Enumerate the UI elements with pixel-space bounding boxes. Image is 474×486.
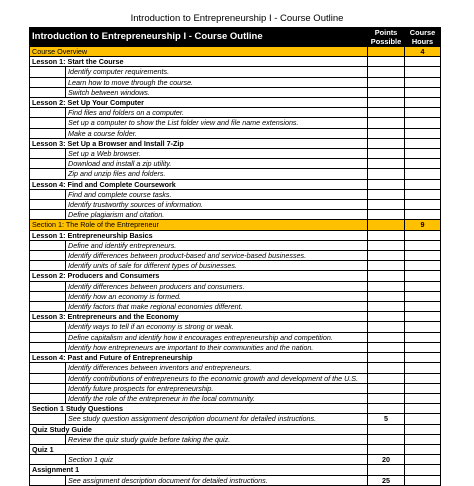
indent-cell	[30, 393, 66, 403]
lesson-label: Lesson 4: Find and Complete Coursework	[30, 179, 368, 189]
indent-cell	[30, 455, 66, 465]
objective-row	[30, 210, 441, 220]
points-cell	[368, 210, 405, 220]
points-cell	[368, 77, 405, 87]
hours-cell	[405, 404, 441, 414]
lesson-heading-row	[30, 57, 441, 67]
points-cell	[368, 291, 405, 301]
objective-text: Identify units of sale for different types of businesses.	[66, 261, 368, 271]
objective-row	[30, 67, 441, 77]
hours-cell	[405, 57, 441, 67]
indent-cell	[30, 118, 66, 128]
hours-cell	[405, 434, 441, 444]
hours-cell	[405, 98, 441, 108]
hours-cell	[405, 87, 441, 97]
lesson-label: Lesson 1: Start the Course	[30, 57, 368, 67]
indent-cell	[30, 149, 66, 159]
hours-cell	[405, 210, 441, 220]
hours-cell	[405, 179, 441, 189]
points-cell	[368, 67, 405, 77]
lesson-heading-row	[30, 465, 441, 475]
indent-cell	[30, 322, 66, 332]
objective-row	[30, 455, 441, 465]
objective-text: Define and identify entrepreneurs.	[66, 240, 368, 250]
indent-cell	[30, 128, 66, 138]
lesson-label: Lesson 2: Producers and Consumers	[30, 271, 368, 281]
lesson-heading-row	[30, 404, 441, 414]
points-cell	[368, 322, 405, 332]
points-cell	[368, 393, 405, 403]
objective-row	[30, 189, 441, 199]
lesson-label: Section 1 Study Questions	[30, 404, 368, 414]
section-band-row	[30, 220, 441, 230]
lesson-label: Quiz 1	[30, 444, 368, 454]
objective-text: Download and install a zip utility.	[66, 159, 368, 169]
hours-cell	[405, 373, 441, 383]
hours-cell	[405, 465, 441, 475]
indent-cell	[30, 108, 66, 118]
objective-text: Identify the role of the entrepreneur in the local community.	[66, 393, 368, 403]
points-cell	[368, 373, 405, 383]
points-cell	[368, 251, 405, 261]
objective-row	[30, 240, 441, 250]
objective-text: Identify differences between producers and consumers.	[66, 281, 368, 291]
objective-row	[30, 373, 441, 383]
lesson-label: Lesson 3: Entrepreneurs and the Economy	[30, 312, 368, 322]
points-possible-header: Points Possible	[368, 28, 405, 47]
lesson-label: Lesson 1: Entrepreneurship Basics	[30, 230, 368, 240]
points-cell	[368, 302, 405, 312]
points-cell	[368, 149, 405, 159]
objective-text: Identify how entrepreneurs are important to their communities and the nation.	[66, 342, 368, 352]
points-cell	[368, 200, 405, 210]
objective-row	[30, 475, 441, 485]
points-cell	[368, 353, 405, 363]
objective-row	[30, 251, 441, 261]
objective-text: Identify how an economy is formed.	[66, 291, 368, 301]
objective-text: Switch between windows.	[66, 87, 368, 97]
page-title: Introduction to Entrepreneurship I - Course Outline	[130, 13, 344, 24]
points-cell	[368, 98, 405, 108]
points-cell	[368, 179, 405, 189]
points-cell	[368, 312, 405, 322]
objective-row	[30, 322, 441, 332]
objective-row	[30, 159, 441, 169]
indent-cell	[30, 373, 66, 383]
points-cell	[368, 47, 405, 57]
objective-text: See study question assignment description document for detailed instructions.	[66, 414, 368, 424]
hours-cell	[405, 322, 441, 332]
lesson-heading-row	[30, 230, 441, 240]
lesson-heading-row	[30, 444, 441, 454]
hours-cell	[405, 383, 441, 393]
objective-text: Identify contributions of entrepreneurs to the economic growth and development of the U.S.	[66, 373, 368, 383]
points-cell	[368, 138, 405, 148]
points-cell	[368, 159, 405, 169]
points-cell	[368, 332, 405, 342]
hours-cell	[405, 159, 441, 169]
objective-row	[30, 281, 441, 291]
points-cell	[368, 118, 405, 128]
lesson-heading-row	[30, 138, 441, 148]
points-cell: 5	[368, 414, 405, 424]
objective-row	[30, 77, 441, 87]
hours-cell	[405, 200, 441, 210]
indent-cell	[30, 414, 66, 424]
points-cell: 25	[368, 475, 405, 485]
points-cell	[368, 169, 405, 179]
indent-cell	[30, 261, 66, 271]
indent-cell	[30, 291, 66, 301]
indent-cell	[30, 383, 66, 393]
lesson-heading-row	[30, 179, 441, 189]
objective-text: Identify ways to tell if an economy is strong or weak.	[66, 322, 368, 332]
objective-text: Identify differences between inventors and entrepreneurs.	[66, 363, 368, 373]
hours-cell	[405, 240, 441, 250]
objective-text: Zip and unzip files and folders.	[66, 169, 368, 179]
points-cell	[368, 128, 405, 138]
hours-cell	[405, 444, 441, 454]
points-cell	[368, 220, 405, 230]
objective-text: See assignment description document for detailed instructions.	[66, 475, 368, 485]
hours-cell	[405, 67, 441, 77]
objective-row	[30, 128, 441, 138]
points-cell	[368, 465, 405, 475]
objective-row	[30, 108, 441, 118]
hours-cell	[405, 291, 441, 301]
hours-cell	[405, 475, 441, 485]
objective-text: Section 1 quiz	[66, 455, 368, 465]
objective-row	[30, 332, 441, 342]
points-cell	[368, 434, 405, 444]
objective-text: Find files and folders on a computer.	[66, 108, 368, 118]
lesson-label: Quiz Study Guide	[30, 424, 368, 434]
indent-cell	[30, 169, 66, 179]
indent-cell	[30, 363, 66, 373]
course-hours-header: Course Hours	[405, 28, 441, 47]
objective-row	[30, 291, 441, 301]
hours-cell	[405, 77, 441, 87]
table-title: Introduction to Entrepreneurship I - Course Outline	[30, 28, 368, 47]
objective-row	[30, 363, 441, 373]
indent-cell	[30, 332, 66, 342]
lesson-label: Assignment 1	[30, 465, 368, 475]
objective-row	[30, 302, 441, 312]
objective-row	[30, 169, 441, 179]
lesson-heading-row	[30, 271, 441, 281]
objective-text: Set up a Web browser.	[66, 149, 368, 159]
objective-row	[30, 87, 441, 97]
objective-text: Find and complete course tasks.	[66, 189, 368, 199]
hours-cell	[405, 332, 441, 342]
objective-text: Learn how to move through the course.	[66, 77, 368, 87]
course-outline-table	[29, 27, 441, 486]
hours-cell	[405, 393, 441, 403]
table-header-row	[30, 28, 441, 47]
section-label: Section 1: The Role of the Entrepreneur	[30, 220, 368, 230]
indent-cell	[30, 434, 66, 444]
indent-cell	[30, 87, 66, 97]
hours-cell	[405, 149, 441, 159]
table-body	[30, 47, 441, 486]
objective-row	[30, 414, 441, 424]
objective-text: Define plagiarism and citation.	[66, 210, 368, 220]
indent-cell	[30, 189, 66, 199]
points-cell	[368, 383, 405, 393]
hours-cell	[405, 342, 441, 352]
lesson-label: Lesson 3: Set Up a Browser and Install 7-Zip	[30, 138, 368, 148]
points-cell	[368, 271, 405, 281]
points-cell	[368, 87, 405, 97]
hours-cell: 4	[405, 47, 441, 57]
objective-row	[30, 393, 441, 403]
objective-row	[30, 200, 441, 210]
points-cell	[368, 444, 405, 454]
hours-cell	[405, 261, 441, 271]
hours-cell	[405, 169, 441, 179]
hours-cell	[405, 189, 441, 199]
indent-cell	[30, 210, 66, 220]
lesson-label: Lesson 4: Past and Future of Entrepreneurship	[30, 353, 368, 363]
objective-row	[30, 434, 441, 444]
points-cell: 20	[368, 455, 405, 465]
indent-cell	[30, 200, 66, 210]
points-cell	[368, 424, 405, 434]
hours-cell	[405, 281, 441, 291]
indent-cell	[30, 302, 66, 312]
objective-text: Identify trustworthy sources of information.	[66, 200, 368, 210]
hours-cell	[405, 312, 441, 322]
hours-cell	[405, 302, 441, 312]
points-cell	[368, 57, 405, 67]
points-cell	[368, 281, 405, 291]
objective-text: Review the quiz study guide before taking the quiz.	[66, 434, 368, 444]
lesson-label: Lesson 2: Set Up Your Computer	[30, 98, 368, 108]
objective-text: Set up a computer to show the List folder view and file name extensions.	[66, 118, 368, 128]
indent-cell	[30, 77, 66, 87]
objective-row	[30, 118, 441, 128]
points-cell	[368, 363, 405, 373]
points-cell	[368, 189, 405, 199]
hours-cell	[405, 414, 441, 424]
hours-cell	[405, 271, 441, 281]
objective-row	[30, 149, 441, 159]
hours-cell	[405, 118, 441, 128]
objective-text: Identify computer requirements.	[66, 67, 368, 77]
points-cell	[368, 230, 405, 240]
indent-cell	[30, 240, 66, 250]
hours-cell	[405, 363, 441, 373]
objective-row	[30, 383, 441, 393]
hours-cell: 9	[405, 220, 441, 230]
hours-cell	[405, 251, 441, 261]
indent-cell	[30, 475, 66, 485]
lesson-heading-row	[30, 98, 441, 108]
lesson-heading-row	[30, 424, 441, 434]
hours-cell	[405, 455, 441, 465]
objective-text: Define capitalism and identify how it encourages entrepreneurship and competition.	[66, 332, 368, 342]
indent-cell	[30, 342, 66, 352]
points-cell	[368, 108, 405, 118]
objective-row	[30, 342, 441, 352]
indent-cell	[30, 251, 66, 261]
lesson-heading-row	[30, 312, 441, 322]
hours-cell	[405, 353, 441, 363]
lesson-heading-row	[30, 353, 441, 363]
hours-cell	[405, 138, 441, 148]
hours-cell	[405, 128, 441, 138]
hours-cell	[405, 424, 441, 434]
objective-text: Identify future prospects for entrepreneurship.	[66, 383, 368, 393]
hours-cell	[405, 230, 441, 240]
objective-text: Identify factors that make regional economies different.	[66, 302, 368, 312]
points-cell	[368, 404, 405, 414]
points-cell	[368, 342, 405, 352]
objective-text: Identify differences between product-based and service-based businesses.	[66, 251, 368, 261]
indent-cell	[30, 159, 66, 169]
objective-text: Make a course folder.	[66, 128, 368, 138]
indent-cell	[30, 281, 66, 291]
points-cell	[368, 240, 405, 250]
section-band-row	[30, 47, 441, 57]
objective-row	[30, 261, 441, 271]
indent-cell	[30, 67, 66, 77]
section-label: Course Overview	[30, 47, 368, 57]
hours-cell	[405, 108, 441, 118]
points-cell	[368, 261, 405, 271]
